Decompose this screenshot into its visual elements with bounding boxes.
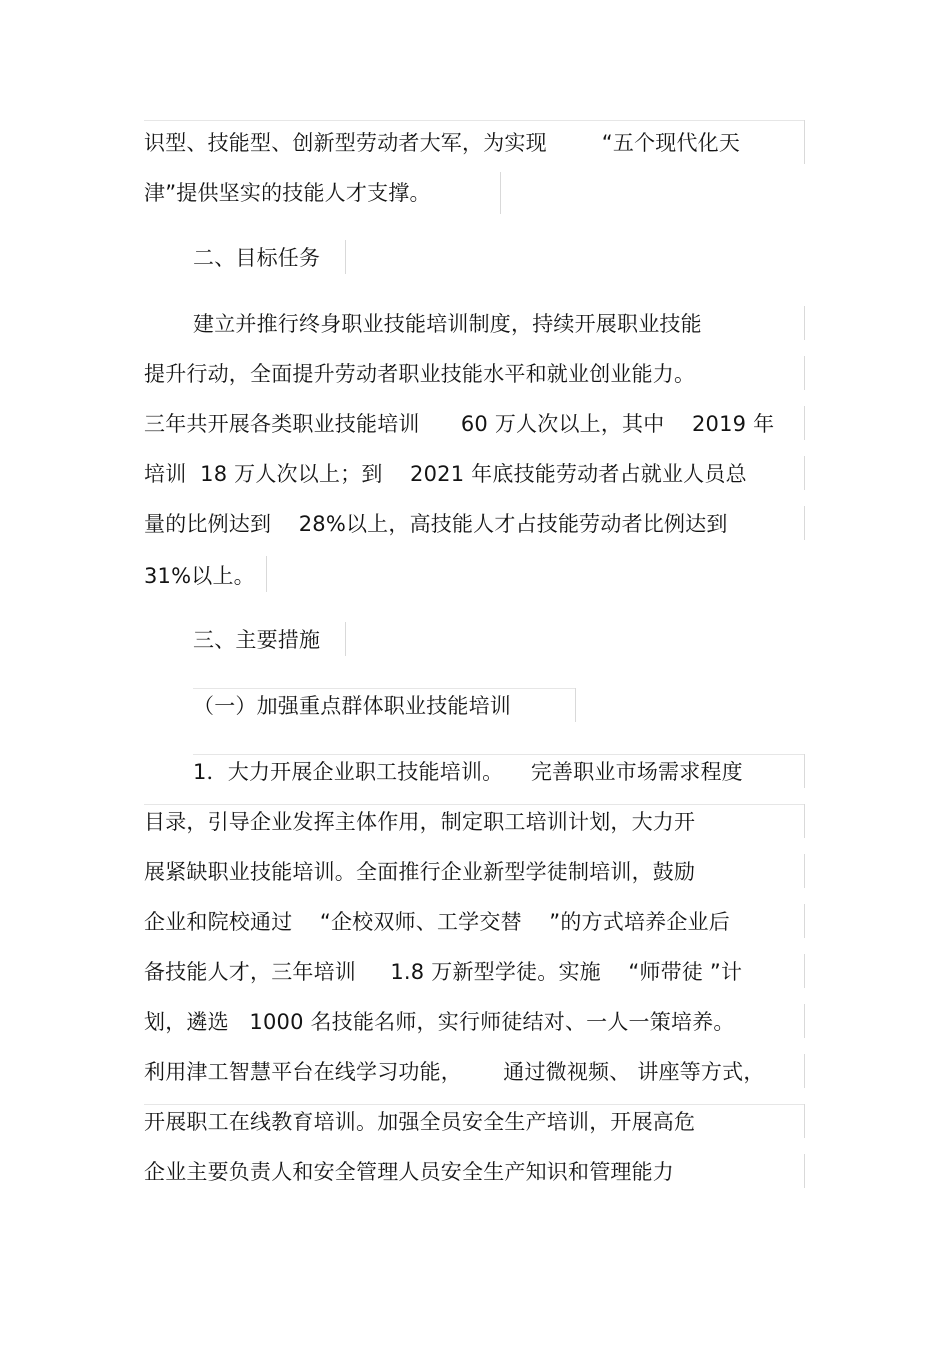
edge-rule <box>804 406 805 440</box>
edge-rule <box>804 1004 805 1038</box>
body-text-line: 31%以上。 <box>144 564 255 588</box>
edge-rule <box>144 804 804 805</box>
body-text-line: 展紧缺职业技能培训。全面推行企业新型学徒制培训，鼓励 <box>144 860 696 884</box>
subsection-heading: （一）加强重点群体职业技能培训 <box>193 694 511 718</box>
body-text-line: 划，遴选 1000 名技能名师，实行师徒结对、一人一策培养。 <box>144 1010 735 1034</box>
edge-rule <box>804 954 805 988</box>
section-heading: 二、目标任务 <box>193 246 321 270</box>
body-text-line: 量的比例达到 28%以上，高技能人才占技能劳动者比例达到 <box>144 512 728 536</box>
body-text-line: 建立并推行终身职业技能培训制度，持续开展职业技能 <box>193 312 702 336</box>
edge-rule <box>804 904 805 938</box>
body-text-line: 备技能人才，三年培训 1.8 万新型学徒。实施 “师带徒 ”计 <box>144 960 743 984</box>
body-text-line: 企业和院校通过 “企校双师、工学交替 ”的方式培养企业后 <box>144 910 730 934</box>
edge-rule <box>266 556 267 592</box>
body-text-line: 培训 18 万人次以上；到 2021 年底技能劳动者占就业人员总 <box>144 462 747 486</box>
edge-rule <box>804 1154 805 1188</box>
edge-rule <box>804 306 805 340</box>
edge-rule <box>345 240 346 274</box>
body-text-line: 利用津工智慧平台在线学习功能， 通过微视频、 讲座等方式， <box>144 1060 765 1084</box>
body-text-line: 开展职工在线教育培训。加强全员安全生产培训，开展高危 <box>144 1110 696 1134</box>
edge-rule <box>804 1104 805 1138</box>
body-text-line: 津”提供坚实的技能人才支撑。 <box>144 181 431 205</box>
edge-rule <box>144 120 804 121</box>
body-text-line: 三年共开展各类职业技能培训 60 万人次以上，其中 2019 年 <box>144 412 775 436</box>
edge-rule <box>804 804 805 838</box>
edge-rule <box>345 622 346 656</box>
edge-rule <box>804 1054 805 1088</box>
edge-rule <box>804 506 805 540</box>
edge-rule <box>144 1104 804 1105</box>
edge-rule <box>804 456 805 490</box>
edge-rule <box>804 754 805 788</box>
edge-rule <box>500 172 501 214</box>
body-text-line: 识型、技能型、创新型劳动者大军，为实现 “五个现代化天 <box>144 131 741 155</box>
body-text-line: 提升行动，全面提升劳动者职业技能水平和就业创业能力。 <box>144 362 696 386</box>
edge-rule <box>193 754 804 755</box>
edge-rule <box>575 688 576 722</box>
body-text-line: 目录，引导企业发挥主体作用，制定职工培训计划，大力开 <box>144 810 696 834</box>
section-heading: 三、主要措施 <box>193 628 321 652</box>
edge-rule <box>804 356 805 390</box>
edge-rule <box>804 854 805 888</box>
edge-rule <box>804 120 805 164</box>
body-text-line: 1．大力开展企业职工技能培训。 完善职业市场需求程度 <box>193 760 743 784</box>
body-text-line: 企业主要负责人和安全管理人员安全生产知识和管理能力 <box>144 1160 674 1184</box>
edge-rule <box>193 688 575 689</box>
